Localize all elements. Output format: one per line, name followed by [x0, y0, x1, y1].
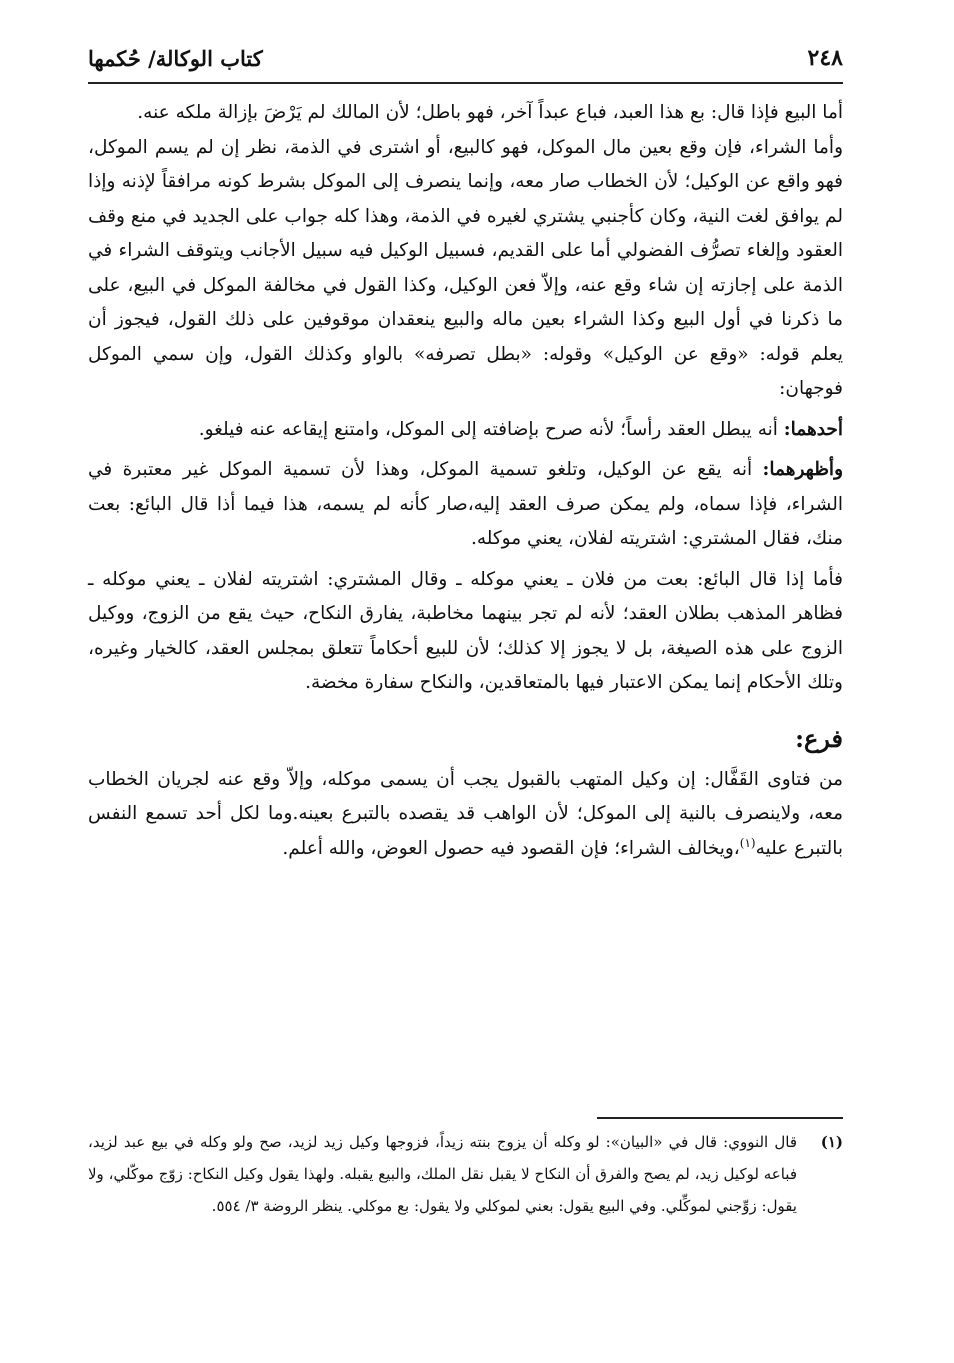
page-number: ٢٤٨: [807, 45, 843, 71]
paragraph-sale: [88, 96, 843, 131]
footnote-item: [88, 1126, 843, 1222]
paragraph-purchase: [88, 131, 843, 407]
term-first-view: أحدهما:: [783, 418, 843, 440]
footnote-reference[interactable]: (١): [739, 835, 756, 850]
term-stronger-view: وأظهرهما:: [762, 459, 843, 480]
footnote-number: (١): [820, 1133, 843, 1151]
section-heading: فرع:: [795, 723, 843, 753]
stronger-view-text: أنه يقع عن الوكيل، وتلغو تسمية الموكل، وهذا لأن تسمية الموكل غير معتبرة في الشراء، فإذا سماه، ولم يمكن صرف العقد إليه،صار كأنه لم يسمه، هذا فيما أذا قال البائع: بعت منك، فقال المشتري: اشتريته لفلان، يعني موكله.: [88, 459, 843, 549]
running-header: [88, 36, 843, 80]
footnotes: [88, 1126, 843, 1222]
paragraph-sale-text: أما البيع فإذا قال: بع هذا العبد، فباع عبداً آخر، فهو باطل؛ لأن المالك لم يَرْضَ بإزالة ملكه عنه.: [137, 102, 843, 123]
paragraph-seller-naming: [88, 563, 843, 701]
paragraph-seller-naming-text: فأما إذا قال البائع: بعت من فلان ـ يعني موكله ـ وقال المشتري: اشتريته لفلان ـ يعني موكله ـ فظاهر المذهب بطلان العقد؛ لأنه لم تجر بينهما مخاطبة، يفارق النكاح، حيث يقع من الزوج، ووكيل الزوج على هذه الصيغة، بل لا يجوز إلا كذلك؛ لأن للبيع أحكاماً تتعلق بمجلس العقد، كالخيار وغيره، وتلك الأحكام إنما يمكن الاعتبار فيها بالمتعاقدين، والنكاح سفارة مخضة.: [88, 568, 843, 693]
paragraph-purchase-text: وأما الشراء، فإن وقع بعين مال الموكل، فهو كالبيع، أو اشترى في الذمة، نظر إن لم يسم الموكل، فهو واقع عن الوكيل؛ لأن الخطاب صار معه، وإنما ينصرف إلى الموكل بشرط كونه مرافقاً لإذنه وإذا لم يوافق لغت النية، وكان كأجنبي يشتري لغيره في الذمة، وهذا كله جواب على الجديد في منع وقف العقود وإلغاء تصرُّف الفضولي أما على القديم، فسبيل الوكيل فيه سبيل الأجانب ويتوقف الشراء في الذمة على إجازته إن شاء وقع عنه، وإلاّ فعن الوكيل، وكذا القول في مخالفة الموكل في البيع، على ما ذكرنا في أول البيع وكذا الشراء بعين ماله والبيع ينعقدان موقوفين على ذلك القول، فيجوز أن يعلم قوله: «وقع عن الوكيل» وقوله: «بطل تصرفه» بالواو وكذلك القول، وإن سمي الموكل فوجهان:: [88, 136, 843, 399]
header-divider: [88, 82, 843, 84]
footnote-divider: [597, 1117, 843, 1119]
footnote-text: قال النووي: قال في «البيان»: لو وكله أن يزوج بنته زيداً، فزوجها وكيل زيد لزيد، صح ولو وكله في بيع عبد لزيد، فباعه لوكيل زيد، لم يصح والفرق أن النكاح لا يقبل نقل الملك، والبيع يقبله. ولهذا يقول وكيل النكاح: زوّج موكّلي، ولا يقول: زوِّجني لموكِّلي. وفي البيع يقول: بعني لموكلي ولا يقول: بع موكلي. ينظر الروضة ٣/ ٥٥٤.: [88, 1133, 797, 1215]
paragraph-stronger-view: [88, 453, 843, 557]
qaffal-text-a: من فتاوى القَفَّال: إن وكيل المتهب بالقبول يجب أن يسمى موكله، وإلاّ وقع عنه لجريان الخطاب معه، ولاينصرف بالنية إلى الموكل؛ لأن الواهب قد يقصده بالتبرع بعينه.وما لكل أحد تسمع النفس بالتبرع عليه: [88, 768, 843, 859]
main-text: [88, 96, 843, 866]
first-view-text: أنه يبطل العقد رأساً؛ لأنه صرح بإضافته إلى الموكل، وامتنع إيقاعه عنه فيلغو.: [198, 418, 784, 440]
paragraph-first-view: [88, 413, 843, 448]
paragraph-qaffal-fatwa: [88, 763, 843, 867]
running-title: كتاب الوكالة/ حُكمها: [88, 45, 263, 71]
qaffal-text-b: ،ويخالف الشراء؛ فإن القصود فيه حصول العوض، والله أعلم.: [282, 837, 740, 859]
